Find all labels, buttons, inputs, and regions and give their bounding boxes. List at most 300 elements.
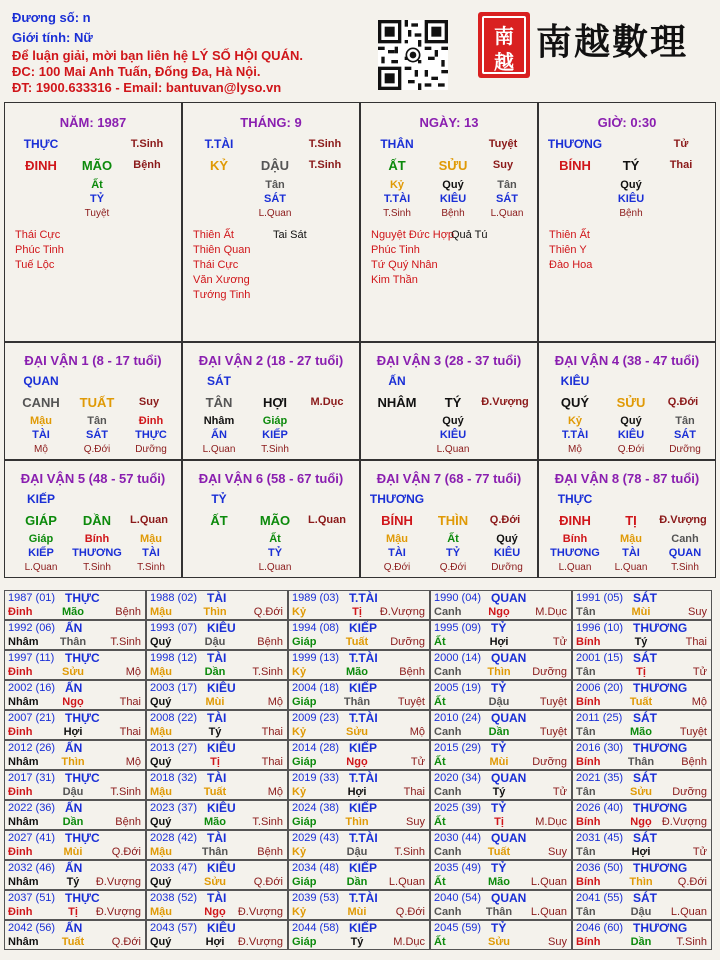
- hidden-sao: TÀI: [142, 547, 160, 559]
- year-state: Đ.Vượng: [237, 906, 283, 918]
- year-cell[interactable]: [4, 770, 146, 800]
- pillar-chi: MÃO: [81, 158, 113, 173]
- year-label: 2011 (25): [576, 712, 623, 724]
- year-chi: Tuất: [629, 696, 653, 708]
- year-cell[interactable]: [572, 920, 712, 950]
- than-sat-star: Quả Tú: [451, 229, 488, 241]
- year-can: Kỷ: [292, 906, 307, 918]
- dai-van-title: ĐẠI VẬN 4 (38 - 47 tuổi): [554, 353, 700, 368]
- dai-van-panel[interactable]: [182, 342, 360, 460]
- year-label: 2005 (19): [434, 682, 482, 694]
- pillar-chi-state: T.Sinh: [308, 159, 342, 171]
- year-can: Canh: [434, 846, 462, 858]
- dai-van-chi: MÃO: [259, 513, 291, 528]
- year-state: Thai: [261, 726, 283, 738]
- duong-so: Đương số: n: [12, 10, 91, 25]
- year-cell[interactable]: [4, 890, 146, 920]
- year-cell[interactable]: [288, 710, 430, 740]
- hidden-can: Mậu: [140, 533, 162, 545]
- year-cell[interactable]: [146, 920, 288, 950]
- hidden-sao: TÀI: [388, 547, 406, 559]
- pillar-can: KỶ: [209, 158, 229, 173]
- hidden-state: L.Quan: [614, 562, 648, 573]
- pillar-panel: [4, 102, 182, 342]
- year-state: Q.Đới: [253, 606, 283, 618]
- year-chi: Thân: [627, 756, 655, 768]
- year-sao: TÀI: [207, 591, 227, 605]
- than-sat-star: Tuế Lộc: [15, 259, 55, 271]
- year-can: Đinh: [8, 666, 33, 678]
- year-cell[interactable]: [572, 860, 712, 890]
- year-sao: KIÊU: [207, 621, 236, 635]
- year-cell[interactable]: [572, 740, 712, 770]
- year-can: Bính: [576, 816, 601, 828]
- year-cell[interactable]: [572, 800, 712, 830]
- dai-van-sao: ẤN: [388, 374, 406, 388]
- year-state: Q.Đới: [677, 876, 707, 888]
- year-cell[interactable]: [288, 590, 430, 620]
- year-chi: Sửu: [629, 786, 653, 798]
- year-can: Mậu: [150, 906, 172, 918]
- dai-van-chi: TUẤT: [79, 395, 115, 410]
- year-sao: THƯƠNG: [633, 621, 688, 635]
- hidden-sao: TÀI: [32, 429, 50, 441]
- brand-title: 南越數理: [536, 21, 689, 63]
- hidden-can: Quý: [442, 415, 464, 427]
- hidden-state: T.Sinh: [383, 208, 411, 219]
- year-sao: KIẾP: [349, 801, 378, 815]
- hidden-sao: SÁT: [86, 429, 108, 441]
- year-label: 2015 (29): [434, 742, 482, 754]
- year-cell[interactable]: [572, 770, 712, 800]
- hidden-can: Mậu: [30, 415, 52, 427]
- year-state: T.Sinh: [252, 816, 283, 828]
- hidden-sao: T.TÀI: [383, 193, 411, 205]
- year-can: Kỷ: [292, 666, 307, 678]
- year-label: 2046 (60): [576, 922, 624, 934]
- year-label: 2010 (24): [434, 712, 482, 724]
- year-can: Canh: [434, 906, 462, 918]
- hidden-can: Canh: [671, 533, 699, 545]
- year-can: Tân: [576, 726, 596, 738]
- dai-van-title: ĐẠI VẬN 1 (8 - 17 tuổi): [24, 353, 162, 368]
- year-label: 1988 (02): [150, 592, 198, 604]
- hidden-can: Tân: [675, 415, 695, 427]
- year-chi: Thìn: [203, 606, 227, 618]
- than-sat-star: Tai Sát: [273, 229, 307, 241]
- year-state: Dưỡng: [532, 666, 567, 678]
- year-sao: THƯƠNG: [633, 921, 688, 935]
- year-cell[interactable]: [146, 740, 288, 770]
- address-text: ĐC: 100 Mai Anh Tuấn, Đống Đa, Hà Nội.: [12, 64, 261, 79]
- year-cell[interactable]: [146, 830, 288, 860]
- year-cell[interactable]: [288, 680, 430, 710]
- dai-van-title: ĐẠI VẬN 7 (68 - 77 tuổi): [376, 471, 522, 486]
- dai-van-state: Q.Đới: [489, 514, 521, 526]
- year-can: Tân: [576, 846, 596, 858]
- year-sao: T.TÀI: [349, 831, 378, 845]
- year-chi: Dần: [488, 726, 510, 738]
- year-cell[interactable]: [430, 710, 572, 740]
- year-chi: Tuất: [61, 936, 85, 948]
- year-chi: Mão: [630, 726, 652, 738]
- year-state: Suy: [548, 936, 567, 948]
- year-cell[interactable]: [288, 620, 430, 650]
- year-chi: Hợi: [631, 846, 651, 858]
- year-sao: THỰC: [65, 651, 100, 665]
- year-can: Quý: [150, 756, 172, 768]
- year-sao: SÁT: [633, 771, 657, 785]
- year-sao: TỶ: [491, 741, 507, 755]
- year-label: 2000 (14): [434, 652, 482, 664]
- year-label: 2020 (34): [434, 772, 482, 784]
- dai-van-sao: SÁT: [207, 374, 231, 388]
- year-label: 2014 (28): [292, 742, 340, 754]
- year-state: Mộ: [691, 696, 707, 708]
- year-state: L.Quan: [670, 906, 707, 918]
- year-cell[interactable]: [430, 590, 572, 620]
- year-label: 2032 (46): [8, 862, 56, 874]
- pillar-title: GIỜ: 0:30: [597, 115, 657, 130]
- year-state: Dưỡng: [532, 756, 567, 768]
- year-can: Kỷ: [292, 846, 307, 858]
- pillar-chi: DẬU: [260, 158, 290, 173]
- pillar-sao-state: T.Sinh: [308, 138, 342, 150]
- year-cell[interactable]: [430, 830, 572, 860]
- year-label: 2041 (55): [576, 892, 624, 904]
- year-state: Q.Đới: [395, 906, 425, 918]
- year-label: 1995 (09): [434, 622, 482, 634]
- year-chi: Thìn: [487, 666, 511, 678]
- hidden-can: Ất: [91, 179, 103, 191]
- year-cell[interactable]: [430, 680, 572, 710]
- year-cell[interactable]: [430, 770, 572, 800]
- year-sao: ẤN: [65, 861, 83, 875]
- year-cell[interactable]: [146, 860, 288, 890]
- year-state: Tử: [410, 756, 425, 768]
- year-cell[interactable]: [430, 620, 572, 650]
- year-state: Q.Đới: [253, 876, 283, 888]
- year-chi: Tuất: [487, 846, 511, 858]
- dai-van-can: ĐINH: [559, 513, 591, 528]
- year-can: Bính: [576, 756, 601, 768]
- year-state: L.Quan: [388, 876, 425, 888]
- year-state: Bệnh: [257, 636, 283, 648]
- hidden-can: Quý: [620, 415, 642, 427]
- hidden-state: L.Quan: [436, 444, 470, 455]
- hidden-can: Bính: [84, 533, 110, 545]
- year-cell[interactable]: [572, 710, 712, 740]
- year-label: 2022 (36): [8, 802, 56, 814]
- year-cell[interactable]: [4, 620, 146, 650]
- year-can: Ất: [434, 696, 446, 708]
- year-sao: T.TÀI: [349, 891, 378, 905]
- year-sao: KIÊU: [207, 681, 236, 695]
- year-cell[interactable]: [572, 830, 712, 860]
- than-sat-star: Tướng Tinh: [193, 289, 251, 301]
- year-chi: Ngọ: [204, 906, 226, 918]
- year-sao: ẤN: [65, 621, 83, 635]
- pillar-panel: [360, 102, 538, 342]
- year-chi: Sửu: [61, 666, 85, 678]
- dai-van-title: ĐẠI VẬN 5 (48 - 57 tuổi): [20, 471, 166, 486]
- year-can: Giáp: [292, 696, 317, 708]
- hidden-sao: TỶ: [89, 193, 105, 205]
- year-chi: Mùi: [63, 846, 83, 858]
- year-cell[interactable]: [430, 860, 572, 890]
- year-label: 2033 (47): [150, 862, 198, 874]
- year-cell[interactable]: [288, 650, 430, 680]
- dai-van-chi: THÌN: [437, 513, 469, 528]
- year-can: Quý: [150, 936, 172, 948]
- dai-van-can: BÍNH: [381, 513, 413, 528]
- dai-van-chi: TÝ: [444, 395, 462, 410]
- year-chi: Thân: [485, 906, 513, 918]
- than-sat-star: Phúc Tinh: [371, 244, 420, 256]
- year-can: Bính: [576, 636, 601, 648]
- year-sao: TỶ: [491, 681, 507, 695]
- year-cell[interactable]: [288, 890, 430, 920]
- year-sao: QUAN: [491, 591, 527, 605]
- year-cell[interactable]: [288, 860, 430, 890]
- year-sao: THỰC: [65, 711, 100, 725]
- than-sat-star: Tứ Quý Nhân: [371, 259, 438, 271]
- year-can: Mậu: [150, 666, 172, 678]
- year-state: Tử: [692, 846, 707, 858]
- year-cell[interactable]: [4, 740, 146, 770]
- year-can: Ất: [434, 636, 446, 648]
- pillar-can: ẤT: [388, 158, 406, 173]
- year-cell[interactable]: [4, 800, 146, 830]
- year-state: T.Sinh: [110, 786, 141, 798]
- dai-van-panel[interactable]: [182, 460, 360, 578]
- year-label: 2042 (56): [8, 922, 56, 934]
- dai-van-state: Suy: [138, 396, 160, 408]
- year-state: Tử: [552, 786, 567, 798]
- year-state: Suy: [548, 846, 567, 858]
- year-can: Giáp: [292, 936, 317, 948]
- year-label: 2028 (42): [150, 832, 198, 844]
- pillar-sao-state: Tử: [673, 138, 689, 150]
- year-cell[interactable]: [146, 650, 288, 680]
- year-chi: Tị: [494, 816, 504, 828]
- year-can: Bính: [576, 696, 601, 708]
- year-can: Kỷ: [292, 726, 307, 738]
- year-label: 1999 (13): [292, 652, 340, 664]
- pillar-sao-state: Tuyệt: [488, 138, 518, 150]
- year-state: Thai: [261, 756, 283, 768]
- year-chi: Mùi: [489, 756, 509, 768]
- dai-van-sao: THỰC: [557, 492, 593, 506]
- dai-van-panel[interactable]: [4, 460, 182, 578]
- hidden-sao: SÁT: [496, 193, 518, 205]
- year-chi: Dần: [204, 666, 226, 678]
- year-sao: TỶ: [491, 861, 507, 875]
- year-cell[interactable]: [288, 740, 430, 770]
- year-can: Quý: [150, 636, 172, 648]
- year-state: Bệnh: [257, 846, 283, 858]
- dai-van-panel[interactable]: [538, 342, 716, 460]
- year-cell[interactable]: [146, 680, 288, 710]
- dai-van-chi: HỢI: [262, 395, 288, 410]
- year-label: 2004 (18): [292, 682, 340, 694]
- hidden-state: L.Quan: [24, 562, 58, 573]
- year-chi: Ngọ: [62, 696, 84, 708]
- year-chi: Sửu: [203, 876, 227, 888]
- year-label: 2027 (41): [8, 832, 56, 844]
- hidden-state: Bệnh: [441, 208, 465, 219]
- dai-van-panel[interactable]: [538, 460, 716, 578]
- year-cell[interactable]: [288, 830, 430, 860]
- year-label: 2006 (20): [576, 682, 624, 694]
- year-label: 1987 (01): [8, 592, 56, 604]
- year-state: Tuyệt: [539, 726, 567, 738]
- year-state: T.Sinh: [676, 936, 707, 948]
- year-cell[interactable]: [4, 920, 146, 950]
- year-cell[interactable]: [146, 590, 288, 620]
- year-cell[interactable]: [4, 680, 146, 710]
- year-sao: SÁT: [633, 591, 657, 605]
- year-label: 2021 (35): [576, 772, 624, 784]
- year-cell[interactable]: [4, 860, 146, 890]
- year-chi: Tị: [636, 666, 646, 678]
- year-cell[interactable]: [572, 620, 712, 650]
- dai-van-panel[interactable]: [360, 460, 538, 578]
- year-state: L.Quan: [530, 876, 567, 888]
- year-can: Quý: [150, 816, 172, 828]
- year-cell[interactable]: [430, 920, 572, 950]
- hidden-state: Q.Đới: [439, 562, 467, 573]
- dai-van-sao: TỶ: [211, 492, 227, 506]
- year-chi: Thân: [201, 846, 229, 858]
- year-sao: T.TÀI: [349, 591, 378, 605]
- year-cell[interactable]: [146, 710, 288, 740]
- year-state: Mộ: [267, 786, 283, 798]
- pillar-sao: THƯƠNG: [547, 137, 603, 151]
- dai-van-panel[interactable]: [360, 342, 538, 460]
- year-sao: QUAN: [491, 651, 527, 665]
- hidden-state: T.Sinh: [261, 444, 289, 455]
- year-chi: Tý: [634, 636, 648, 648]
- hidden-state: L.Quan: [258, 208, 292, 219]
- year-can: Nhâm: [8, 756, 39, 768]
- year-label: 2003 (17): [150, 682, 198, 694]
- year-state: Mộ: [125, 666, 141, 678]
- year-cell[interactable]: [430, 890, 572, 920]
- year-cell[interactable]: [572, 680, 712, 710]
- pillar-sao: T.TÀI: [204, 137, 234, 151]
- year-cell[interactable]: [4, 590, 146, 620]
- qr-code-icon[interactable]: [378, 20, 448, 90]
- year-chi: Sửu: [345, 726, 369, 738]
- year-can: Mậu: [150, 606, 172, 618]
- year-chi: Tý: [350, 936, 364, 948]
- hidden-sao: KIÊU: [493, 547, 521, 559]
- year-chi: Dần: [346, 876, 368, 888]
- contact-text: Để luận giải, mời bạn liên hệ LÝ SỐ HỘI QUÁN.: [12, 48, 303, 63]
- year-sao: TÀI: [207, 711, 227, 725]
- year-cell[interactable]: [572, 890, 712, 920]
- dai-van-state: L.Quan: [130, 514, 168, 526]
- year-state: Đ.Vượng: [95, 876, 141, 888]
- year-label: 2037 (51): [8, 892, 56, 904]
- year-cell[interactable]: [146, 890, 288, 920]
- year-cell[interactable]: [4, 710, 146, 740]
- pillar-sao-state: T.Sinh: [130, 138, 164, 150]
- hidden-sao: TỶ: [445, 547, 461, 559]
- dai-van-panel[interactable]: [4, 342, 182, 460]
- hidden-can: Nhâm: [203, 415, 235, 427]
- year-label: 2044 (58): [292, 922, 340, 934]
- year-cell[interactable]: [146, 770, 288, 800]
- year-label: 2026 (40): [576, 802, 624, 814]
- year-can: Đinh: [8, 726, 33, 738]
- year-can: Nhâm: [8, 636, 39, 648]
- year-label: 2009 (23): [292, 712, 340, 724]
- year-chi: Dậu: [346, 846, 368, 858]
- hidden-can: Giáp: [262, 415, 288, 427]
- year-cell[interactable]: [4, 650, 146, 680]
- year-cell[interactable]: [430, 740, 572, 770]
- than-sat-star: Thiên Y: [549, 244, 587, 256]
- year-cell[interactable]: [572, 590, 712, 620]
- year-cell[interactable]: [146, 620, 288, 650]
- hidden-state: L.Quan: [202, 444, 236, 455]
- year-cell[interactable]: [572, 650, 712, 680]
- year-sao: THỰC: [65, 831, 100, 845]
- year-cell[interactable]: [146, 800, 288, 830]
- year-cell[interactable]: [4, 830, 146, 860]
- pillar-title: NGÀY: 13: [419, 115, 479, 130]
- year-can: Đinh: [8, 906, 33, 918]
- dai-van-sao: KIẾP: [26, 492, 55, 506]
- year-state: Tử: [692, 666, 707, 678]
- year-chi: Dậu: [488, 696, 510, 708]
- year-state: T.Sinh: [252, 666, 283, 678]
- hidden-state: Bệnh: [619, 208, 643, 219]
- hidden-state: L.Quan: [490, 208, 524, 219]
- year-chi: Tý: [66, 876, 80, 888]
- phone-email-text[interactable]: ĐT: 1900.633316 - Email: bantuvan@lyso.vn: [12, 80, 282, 95]
- year-sao: KIẾP: [349, 681, 378, 695]
- hidden-can: Ất: [269, 533, 281, 545]
- year-label: 2025 (39): [434, 802, 482, 814]
- year-cell[interactable]: [288, 800, 430, 830]
- year-can: Canh: [434, 606, 462, 618]
- year-cell[interactable]: [288, 920, 430, 950]
- year-label: 2038 (52): [150, 892, 198, 904]
- year-can: Bính: [576, 876, 601, 888]
- dai-van-can: GIÁP: [25, 513, 57, 528]
- year-cell[interactable]: [430, 650, 572, 680]
- year-state: Mộ: [409, 726, 425, 738]
- hidden-can: Mậu: [620, 533, 642, 545]
- hidden-state: T.Sinh: [137, 562, 165, 573]
- year-sao: TỶ: [491, 801, 507, 815]
- year-chi: Tị: [210, 756, 220, 768]
- hidden-can: Ất: [447, 533, 459, 545]
- year-label: 2035 (49): [434, 862, 482, 874]
- year-cell[interactable]: [430, 800, 572, 830]
- year-chi: Mùi: [205, 696, 225, 708]
- year-chi: Mùi: [631, 606, 651, 618]
- year-chi: Thân: [343, 696, 371, 708]
- dai-van-state: L.Quan: [308, 514, 346, 526]
- year-state: Bệnh: [681, 756, 707, 768]
- year-cell[interactable]: [288, 770, 430, 800]
- hidden-can: Tân: [87, 415, 107, 427]
- year-can: Canh: [434, 666, 462, 678]
